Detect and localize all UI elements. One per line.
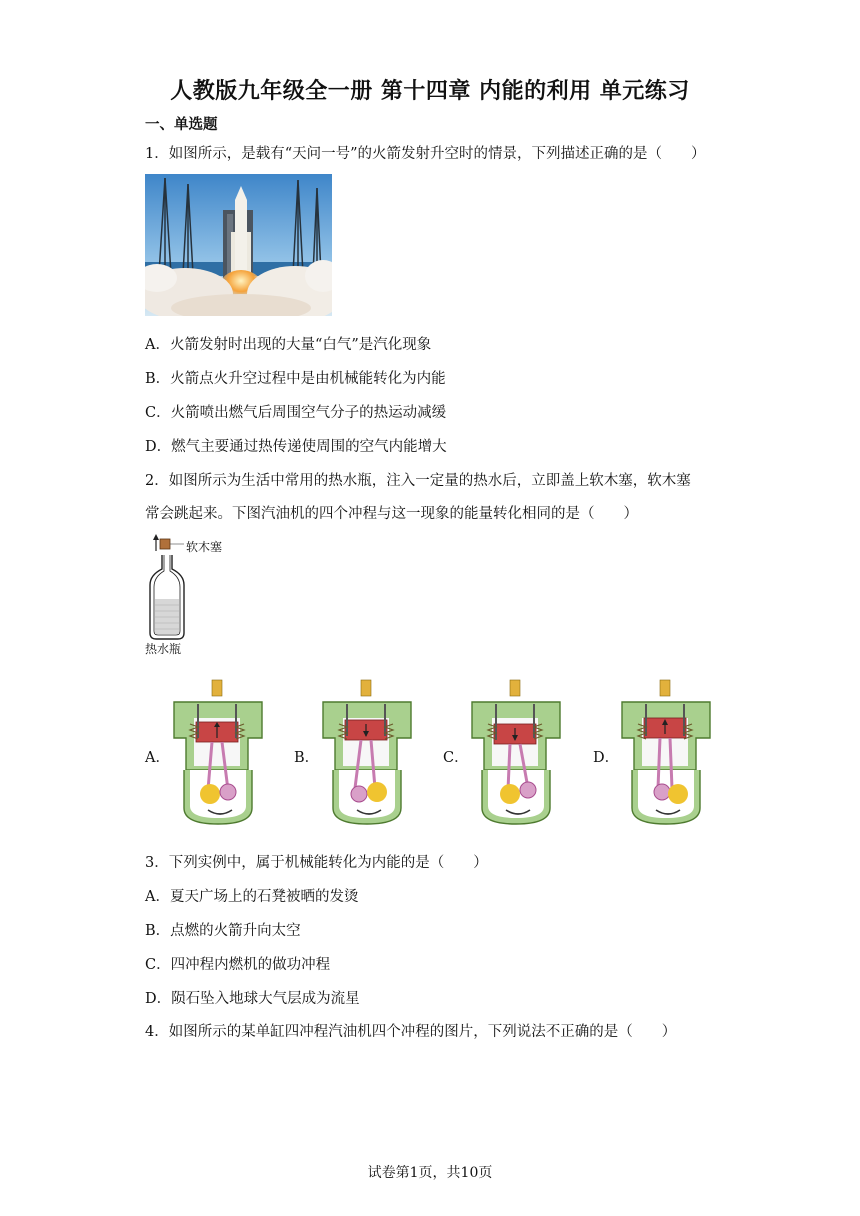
engine-option-b-label: B． <box>294 750 320 766</box>
question-3-option-d: D．陨石坠入地球大气层成为流星 <box>145 991 360 1007</box>
engine-stroke-b-diagram <box>313 678 423 828</box>
section-heading: 一、单选题 <box>145 117 218 133</box>
question-1-option-c: C．火箭喷出燃气后周围空气分子的热运动减缓 <box>145 405 447 421</box>
flask-label: 热水瓶 <box>145 642 182 656</box>
question-3-option-c: C．四冲程内燃机的做功冲程 <box>145 957 331 973</box>
question-1-option-d: D．燃气主要通过热传递使周围的空气内能增大 <box>145 439 447 455</box>
question-3-option-a: A．夏天广场上的石凳被晒的发烫 <box>145 889 359 905</box>
question-1-option-b: B．火箭点火升空过程中是由机械能转化为内能 <box>145 371 446 387</box>
question-3-stem: 3．下列实例中，属于机械能转化为内能的是（ ） <box>145 855 488 871</box>
engine-stroke-d-diagram <box>612 678 722 828</box>
question-2-stem-line-1: 2．如图所示为生活中常用的热水瓶，注入一定量的热水后，立即盖上软木塞，软木塞 <box>145 473 691 489</box>
question-2-stem-line-2: 常会跳起来。下图汽油机的四个冲程与这一现象的能量转化相同的是（ ） <box>145 506 638 522</box>
question-1-stem: 1．如图所示，是载有“天问一号”的火箭发射升空时的情景，下列描述正确的是（ ） <box>145 146 706 162</box>
engine-stroke-c-diagram <box>462 678 572 828</box>
page-footer: 试卷第1页，共10页 <box>367 1165 493 1181</box>
question-4-stem: 4．如图所示的某单缸四冲程汽油机四个冲程的图片，下列说法不正确的是（ ） <box>145 1024 677 1040</box>
engine-option-c-label: C． <box>443 750 469 766</box>
question-3-option-b: B．点燃的火箭升向太空 <box>145 923 301 939</box>
engine-option-d-label: D． <box>593 750 620 766</box>
cork-label: 软木塞 <box>186 540 223 554</box>
engine-stroke-a-diagram <box>164 678 274 828</box>
page-title: 人教版九年级全一册 第十四章 内能的利用 单元练习 <box>170 79 690 104</box>
engine-option-a-label: A． <box>145 750 170 766</box>
question-1-option-a: A．火箭发射时出现的大量“白气”是汽化现象 <box>145 337 432 353</box>
rocket-launch-photo <box>145 174 332 316</box>
